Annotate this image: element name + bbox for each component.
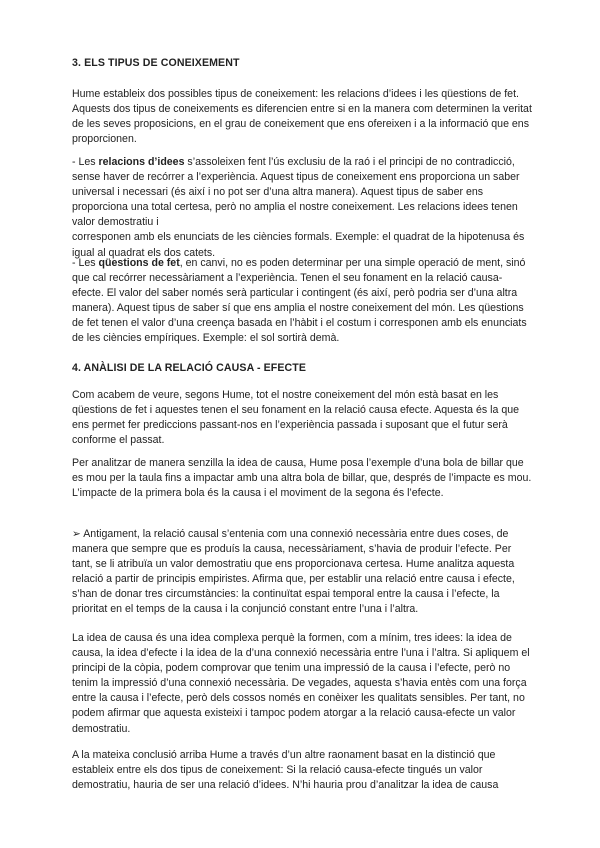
section-4-paragraph-1: Com acabem de veure, segons Hume, tot el nostre coneixement del món està basat en les qüestions de fet i aquestes tenen el seu fonament en la relació causa efecte. Aquesta és la que ens permet fer prediccions passant-nos en l’experiència passada i suposant que el futur serà conforme el passat. bbox=[72, 389, 520, 447]
section-4-paragraph-5: A la mateixa conclusió arriba Hume a través d’un altre raonament basat en la distinció que estableix entre els dos tipus de coneixement: Si la relació causa-efecte tingués un valor demostratiu, hauria de ser una relació d’idees. N’hi hauria prou d’analitzar la idea de causa bbox=[72, 749, 499, 792]
relacions-lead: - Les bbox=[72, 156, 99, 168]
questions-text: , en canvi, no es poden determinar per una simple operació de ment, sinó que cal recórrer necessàriament a l’experiència. Tenen el seu fonament en la relació causa-efecte. El valor del saber només serà particular i contingent (és així, però podria ser d’una altra manera). Aquest tipus de saber sí que ens amplia el nostre coneixement del món. Les qüestions de fet tenen el valor d’una creença basada en l’hàbit i el costum i corresponen amb els enunciats de les ciències empíriques. Exemple: el sol sortirà demà. bbox=[72, 257, 527, 345]
relacions-text: s’assoleixen fent l’ús exclusiu de la raó i el principi de no contradicció, sense haver de recórrer a l’experiència. Aquest tipus de coneixement ens proporciona un saber universal i necessari (és així i no pot ser d’una altra manera). Aquest tipus de saber ens proporciona una total certesa, però no amplia el nostre coneixement. Les relacions idees tenen valor demostratiu i bbox=[72, 156, 520, 229]
section-3-heading: 3. ELS TIPUS DE CONEIXEMENT bbox=[72, 57, 240, 69]
relacions-text-continued: corresponen amb els enunciats de les ciències formals. Exemple: el quadrat de la hipotenusa és igual al quadrat els dos catets. bbox=[72, 231, 525, 259]
section-4-paragraph-3: ➢ Antigament, la relació causal s’entenia com una connexió necessària entre dues coses, de manera que sempre que es produís la causa, necessàriament, s’havia de produir l’efecte. Per tant, se li atribuïa un valor demostratiu que ens proporcionava certesa. Hume analitza aquesta relació a partir de principis empiristes. Afirma que, per establir una relació entre causa i efecte, s’han de donar tres circumstàncies: la continuïtat espai temporal entre la causa i l’efecte, la prioritat en el temps de la causa i la conjunció constant entre l’una i l’altra. bbox=[72, 528, 515, 616]
section-3-intro-paragraph: Hume estableix dos possibles tipus de coneixement: les relacions d’idees i les qüestions de fet. Aquests dos tipus de coneixements es diferencien entre si en la manera com determinen la veritat de les seves proposicions, en el grau de coneixement que ens ofereixen i a la informació que ens proporcionen. bbox=[72, 88, 532, 146]
questions-de-fet-paragraph bbox=[72, 256, 532, 347]
questions-lead: - Les bbox=[72, 257, 99, 269]
section-4-heading: 4. ANÀLISI DE LA RELACIÓ CAUSA - EFECTE bbox=[72, 362, 307, 374]
questions-de-fet-term: qüestions de fet bbox=[98, 257, 180, 269]
section-4-paragraph-2: Per analitzar de manera senzilla la idea de causa, Hume posa l’exemple d’una bola de billar que es mou per la taula fins a impactar amb una altra bola de billar, que, després de l’impacte es mou. L’impacte de la primera bola és la causa i el moviment de la segona és l’efecte. bbox=[72, 457, 532, 500]
section-4-paragraph-4: La idea de causa és una idea complexa perquè la formen, com a mínim, tres idees: la idea de causa, la idea d’efecte i la idea de la d’una connexió necessària entre l’una i l’altra. Si apliquem el principi de la còpia, podem comprovar que tenim una impressió de la causa i l’efecte, però no tenim la impressió d’una connexió necessària. De vegades, aquesta s’havia entès com una força entre la causa i l’efecte, però dels cossos només en conèixer les qualitats sensibles. Per tant, no podem afirmar que aquesta existeixi i tampoc podem atorgar a la relació causa-efecte un valor demostratiu. bbox=[72, 632, 530, 735]
relacions-idees-paragraph bbox=[72, 155, 532, 261]
relacions-idees-term: relacions d’idees bbox=[98, 156, 185, 168]
